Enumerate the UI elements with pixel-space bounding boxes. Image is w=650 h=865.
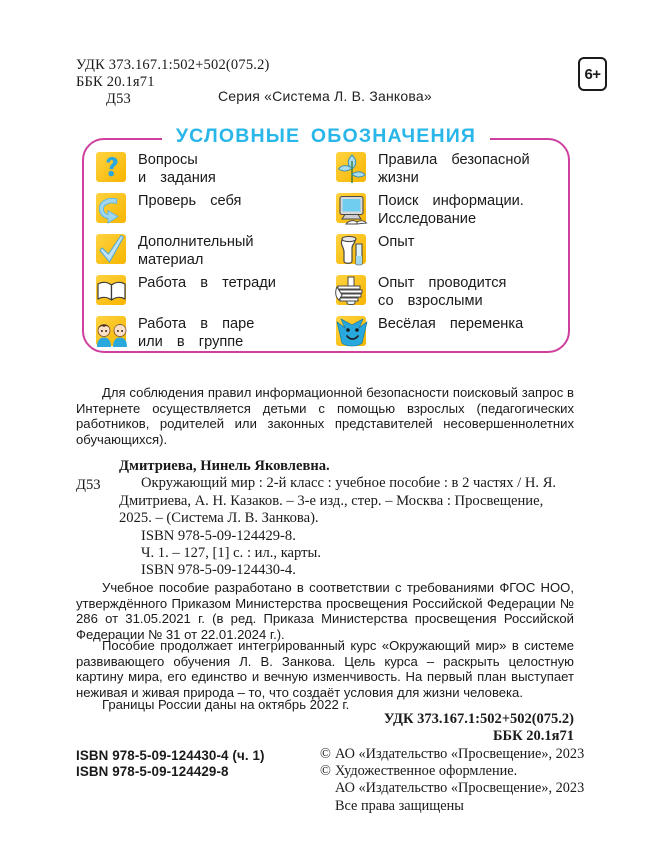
biblio-isbn-general: ISBN 978-5-09-124429-8.	[141, 527, 296, 544]
copyright-symbol-2: ©	[320, 763, 331, 780]
legend-label-questions: Вопросы и задания	[138, 152, 216, 186]
borders-note-text: Границы России даны на октябрь 2022 г.	[102, 697, 350, 712]
copyright-symbol: ©	[320, 746, 331, 762]
legend-item-questions	[96, 150, 326, 188]
copyright-line-1	[320, 746, 584, 763]
legend-item-experiment	[336, 232, 570, 270]
two-children-icon	[96, 316, 128, 348]
legend-item-information-search	[336, 191, 570, 229]
legend-item-safety-rules	[336, 150, 570, 188]
biblio-author: Дмитриева, Нинель Яковлевна.	[119, 458, 330, 474]
age-rating-text: 6+	[584, 65, 601, 83]
legend-column-left	[82, 150, 326, 350]
legend-column-right	[326, 150, 570, 350]
copyright-line-3	[320, 780, 584, 797]
copyright-design-label: Художественное оформление.	[335, 763, 518, 780]
shelf-code-biblio: Д53	[76, 477, 101, 493]
shelf-code-top: Д53	[106, 91, 131, 107]
plant-sprout-icon	[336, 152, 368, 184]
smiling-face-icon	[336, 316, 368, 348]
legend-item-notebook-work	[96, 273, 326, 311]
legend-item-self-check	[96, 191, 326, 229]
legend-label-adult-supervised-experiment: Опыт проводится со взрослыми	[378, 275, 507, 309]
legend-item-adult-supervised-experiment	[336, 273, 570, 311]
curved-arrow-icon	[96, 193, 128, 225]
legend-title: УСЛОВНЫЕ ОБОЗНАЧЕНИЯ	[162, 125, 490, 147]
udk-code-top: УДК 373.167.1:502+502(075.2)	[76, 57, 270, 73]
fgos-note-paragraph	[76, 580, 574, 642]
safety-note-paragraph	[76, 385, 574, 447]
biblio-description: Окружающий мир : 2-й класс : учебное пособие : в 2 частях / Н. Я. Дмитриева, А. Н. Казаков. – 3-е изд., стер. – Москва : Просвещение, 2025. – (Система Л. В. Занкова).	[119, 475, 557, 527]
legend-label-safety-rules: Правила безопасной жизни	[378, 152, 530, 186]
test-tube-icon	[336, 234, 368, 266]
biblio-part-info: Ч. 1. – 127, [1] с. : ил., карты.	[141, 545, 321, 562]
safety-note-text: Для соблюдения правил информационной безопасности поисковый запрос в Интернете осуществляется детьми с помощью взрослых (педагогических работников, родителей или законных представителей несовершеннолетних обучающихся).	[76, 385, 574, 447]
legend-item-pair-group-work	[96, 314, 326, 352]
biblio-isbn-part: ISBN 978-5-09-124430-4.	[141, 562, 296, 579]
legend-label-self-check: Проверь себя	[138, 193, 242, 209]
bottom-classification-codes	[0, 711, 574, 745]
fgos-note-text: Учебное пособие разработано в соответствии с требованиями ФГОС НОО, утверждённого Приказом Министерства просвещения Российской Федерации № 286 от 31.05.2021 г. (в ред. Приказа Министерства просвещения Российской Федерации № 31 от 22.01.2024 г.).	[76, 580, 574, 642]
all-rights-reserved: Все права защищены	[335, 797, 464, 814]
udk-code-bottom: УДК 373.167.1:502+502(075.2)	[383, 711, 574, 727]
biblio-lines	[119, 475, 576, 579]
course-note-paragraph	[76, 638, 574, 700]
series-title: Серия «Система Л. В. Занкова»	[218, 88, 432, 104]
copyright-line-2	[320, 763, 584, 780]
legend-label-extra-material: Дополнительный материал	[138, 234, 254, 268]
legend-item-extra-material	[96, 232, 326, 270]
question-mark-icon	[96, 152, 128, 184]
legend-item-fun-break	[336, 314, 570, 352]
legend-title-wrap	[82, 125, 570, 148]
footer-copyright-block	[320, 746, 584, 815]
computer-monitor-icon	[336, 193, 368, 225]
copyright-publisher-1: АО «Издательство «Просвещение», 2023	[335, 746, 585, 762]
checkmark-icon	[96, 234, 128, 266]
legend-label-experiment: Опыт	[378, 234, 415, 250]
bibliographic-record	[76, 458, 576, 580]
open-book-icon	[96, 275, 128, 307]
legend-label-fun-break: Весёлая переменка	[378, 316, 524, 332]
footer-isbn-general: ISBN 978-5-09-124429-8	[76, 764, 229, 779]
hand-with-tube-icon	[336, 275, 368, 307]
legend-label-notebook-work: Работа в тетради	[138, 275, 276, 291]
course-note-text: Пособие продолжает интегрированный курс «Окружающий мир» в системе развивающего обучения Л. В. Занкова. Цель курса – раскрыть целостную картину мира, его единство и вечную изменчивость. На первый план выступает неживая и живая природа – то, что создаёт условия для жизни человека.	[76, 638, 574, 700]
copyright-publisher-2: АО «Издательство «Просвещение», 2023	[335, 780, 585, 797]
age-rating-badge	[578, 57, 607, 91]
legend-label-information-search: Поиск информации. Исследование	[378, 193, 524, 227]
legend-columns	[82, 150, 570, 350]
bbk-code-bottom: ББК 20.1я71	[492, 728, 574, 744]
copyright-line-4	[320, 798, 584, 815]
footer-isbn-part: ISBN 978-5-09-124430-4 (ч. 1)	[76, 748, 265, 763]
bbk-code-top: ББК 20.1я71	[76, 74, 155, 90]
footer-isbn-block	[76, 748, 265, 780]
legend-label-pair-group-work: Работа в паре или в группе	[138, 316, 255, 350]
